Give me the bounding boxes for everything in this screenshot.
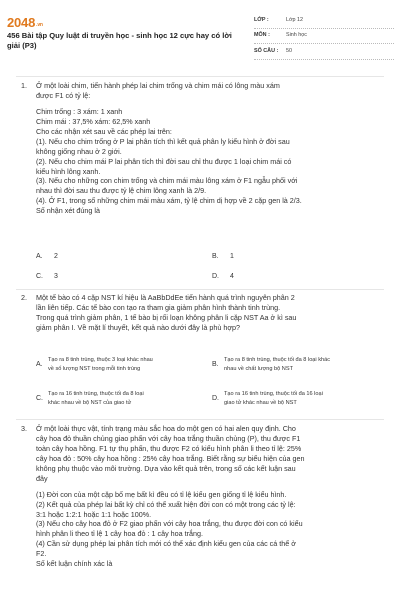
question-line: không phụ thuộc vào môi trường. Dựa vào kết quả trên, trong số các kết luận sau <box>36 463 296 473</box>
option-c[interactable] <box>36 390 188 407</box>
option-a[interactable] <box>36 356 188 373</box>
divider <box>16 289 384 290</box>
question-number: 1. <box>21 81 27 90</box>
option-letter: D. <box>212 273 219 280</box>
meta-label: LỚP : <box>254 16 269 23</box>
question-line: Số nhận xét đúng là <box>36 206 100 216</box>
option-text <box>48 356 188 373</box>
option-d[interactable] <box>212 272 234 282</box>
option-b[interactable] <box>212 252 234 262</box>
option-line: Tạo ra 8 tinh trùng, thuộc tối đa 8 loại khác <box>224 357 331 363</box>
option-letter: C. <box>36 273 43 280</box>
question-line: Một tế bào có 4 cặp NST kí hiệu là AaBbDdEe tiến hành quá trình nguyên phân 2 <box>36 293 295 302</box>
site-logo[interactable] <box>7 14 43 32</box>
meta-label: SỐ CÂU : <box>254 47 279 54</box>
page-header <box>0 0 400 62</box>
question-line: Trong quá trình giảm phân, 1 tế bào bị rối loạn không phân li cặp NST Aa ở kì sau <box>36 312 297 322</box>
divider <box>16 76 384 77</box>
meta-value: Sinh học <box>286 32 307 39</box>
question-number: 2. <box>21 293 27 302</box>
question-line: lần liên tiếp. Các tế bào con tạo ra tham gia giảm phân hình thành tinh trùng. <box>36 302 281 312</box>
question-line: (4) Cần sử dụng phép lai phân tích mới có thể xác định kiểu gen của các cá thể ở <box>36 539 296 549</box>
question-line: đây <box>36 473 48 483</box>
option-d[interactable] <box>212 390 364 407</box>
meta-row-subject <box>254 29 394 45</box>
meta-row-count <box>254 44 394 60</box>
question-text <box>36 293 384 333</box>
question-line: không giống nhau ở 2 giới. <box>36 146 122 156</box>
option-letter: A. <box>36 360 43 368</box>
question-line: 3:1 hoặc 1:2:1 hoặc 1:1 hoặc 100%. <box>36 509 152 519</box>
question-line: kiểu hình lông xanh. <box>36 166 101 176</box>
question-text <box>36 81 384 216</box>
question-line: cây hoa đỏ : 50% cây hoa hồng : 25% cây hoa trắng. Biết rằng sự biểu hiện của gen <box>36 453 305 463</box>
option-line: Tạo ra 16 tinh trùng, thuộc tối đa 16 loại <box>224 391 323 397</box>
option-a[interactable] <box>36 252 58 262</box>
option-line: khác nhau về bộ NST của giao tử <box>48 399 132 406</box>
meta-value: 50 <box>286 47 292 54</box>
option-letter: D. <box>212 394 219 402</box>
question-line: F2. <box>36 549 47 559</box>
option-line: về số lượng NST trong mỗi tinh trùng <box>48 365 141 372</box>
question-line: hình phân li theo tỉ lệ 1 cây hoa đỏ : 1 cây hoa trắng. <box>36 529 204 539</box>
option-text: 2 <box>54 253 58 260</box>
question-line: Ở một loài chim, tiến hành phép lai chim trống và chim mái có lông màu xám <box>36 81 280 90</box>
question-line: Số kết luận chính xác là <box>36 559 113 569</box>
option-text: 3 <box>54 273 58 280</box>
question-line: được F1 có tỷ lệ: <box>36 90 91 100</box>
option-line: nhau về chất lượng bộ NST <box>224 365 293 372</box>
option-line: Tạo ra 8 tinh trùng, thuộc 3 loại khác nhau <box>48 357 153 363</box>
page-title: 456 Bài tập Quy luật di truyền học - sinh học 12 cực hay có lời giải (P3) <box>7 31 232 51</box>
option-line: Tạo ra 16 tinh trùng, thuộc tối đa 8 loại <box>48 391 144 397</box>
question-line: Chim mái : 37,5% xám: 62,5% xanh <box>36 116 151 126</box>
question-line: (2). Nếu cho chim mái P lai phân tích thì đời sau chỉ thu được 1 loại chim mái có <box>36 156 292 166</box>
question-line: (3) Nếu cho cây hoa đỏ ở F2 giao phấn với cây hoa trắng, thu được đời con có kiểu <box>36 519 303 529</box>
question-line: (4). Ở F1, trong số những chim mái màu xám, tỷ lệ chim dị hợp về 2 cặp gen là 2/3. <box>36 196 302 206</box>
option-text: 1 <box>230 253 234 260</box>
logo-suffix: .vn <box>36 22 43 28</box>
question-line: (1). Nếu cho chim trống ở P lai phân tích thì kết quả phân ly kiểu hình ở đời sau <box>36 136 290 146</box>
meta-table <box>254 13 394 60</box>
option-c[interactable] <box>36 272 58 282</box>
question-number: 3. <box>21 424 27 433</box>
question-line: Chim trống : 3 xám: 1 xanh <box>36 106 123 116</box>
meta-label: MÔN : <box>254 32 270 39</box>
question-line: cây hoa đỏ thuần chủng giao phấn với cây hoa trắng thuần chủng (P), thu được F1 <box>36 433 301 443</box>
option-letter: B. <box>212 360 219 368</box>
meta-value: Lớp 12 <box>286 16 304 23</box>
option-text <box>224 390 364 407</box>
option-b[interactable] <box>212 356 364 373</box>
logo-main: 2048 <box>7 15 36 30</box>
option-text <box>48 390 188 407</box>
divider <box>16 419 384 420</box>
question-line: (2) Kết quả của phép lai bất kỳ chỉ có thể xuất hiện đời con có một trong các tỷ lệ: <box>36 499 296 509</box>
question-line: giảm phân I. Về mặt lí thuyết, kết quả nào dưới đây là phù hợp? <box>36 322 241 332</box>
question-text <box>36 424 384 569</box>
option-line: giao tử khác nhau về bộ NST <box>224 399 297 406</box>
option-letter: B. <box>212 253 219 260</box>
question-line: Ở một loài thực vật, tính trạng màu sắc hoa do một gen có hai alen quy định. Cho <box>36 424 296 433</box>
option-text: 4 <box>230 273 234 280</box>
question-line: Cho các nhận xét sau về các phép lai trên: <box>36 126 172 136</box>
option-text <box>224 356 364 373</box>
meta-row-class <box>254 13 394 29</box>
question-line: (3). Nếu cho những con chim trống và chim mái màu lông xám ở F1 ngẫu phối với <box>36 176 298 186</box>
option-letter: C. <box>36 394 43 402</box>
option-letter: A. <box>36 253 43 260</box>
question-line: toàn cây hoa hồng. F1 tự thụ phấn, thu được F2 có kiểu hình phân li theo tỉ lệ: 25% <box>36 443 302 453</box>
question-line: nhau thì đời sau thu được tỷ lệ chim lông xanh là 2/9. <box>36 186 207 196</box>
question-line: (1) Đời con của một cặp bố mẹ bất kì đều có tỉ lệ kiểu gen giống tỉ lệ kiểu hình. <box>36 489 287 499</box>
